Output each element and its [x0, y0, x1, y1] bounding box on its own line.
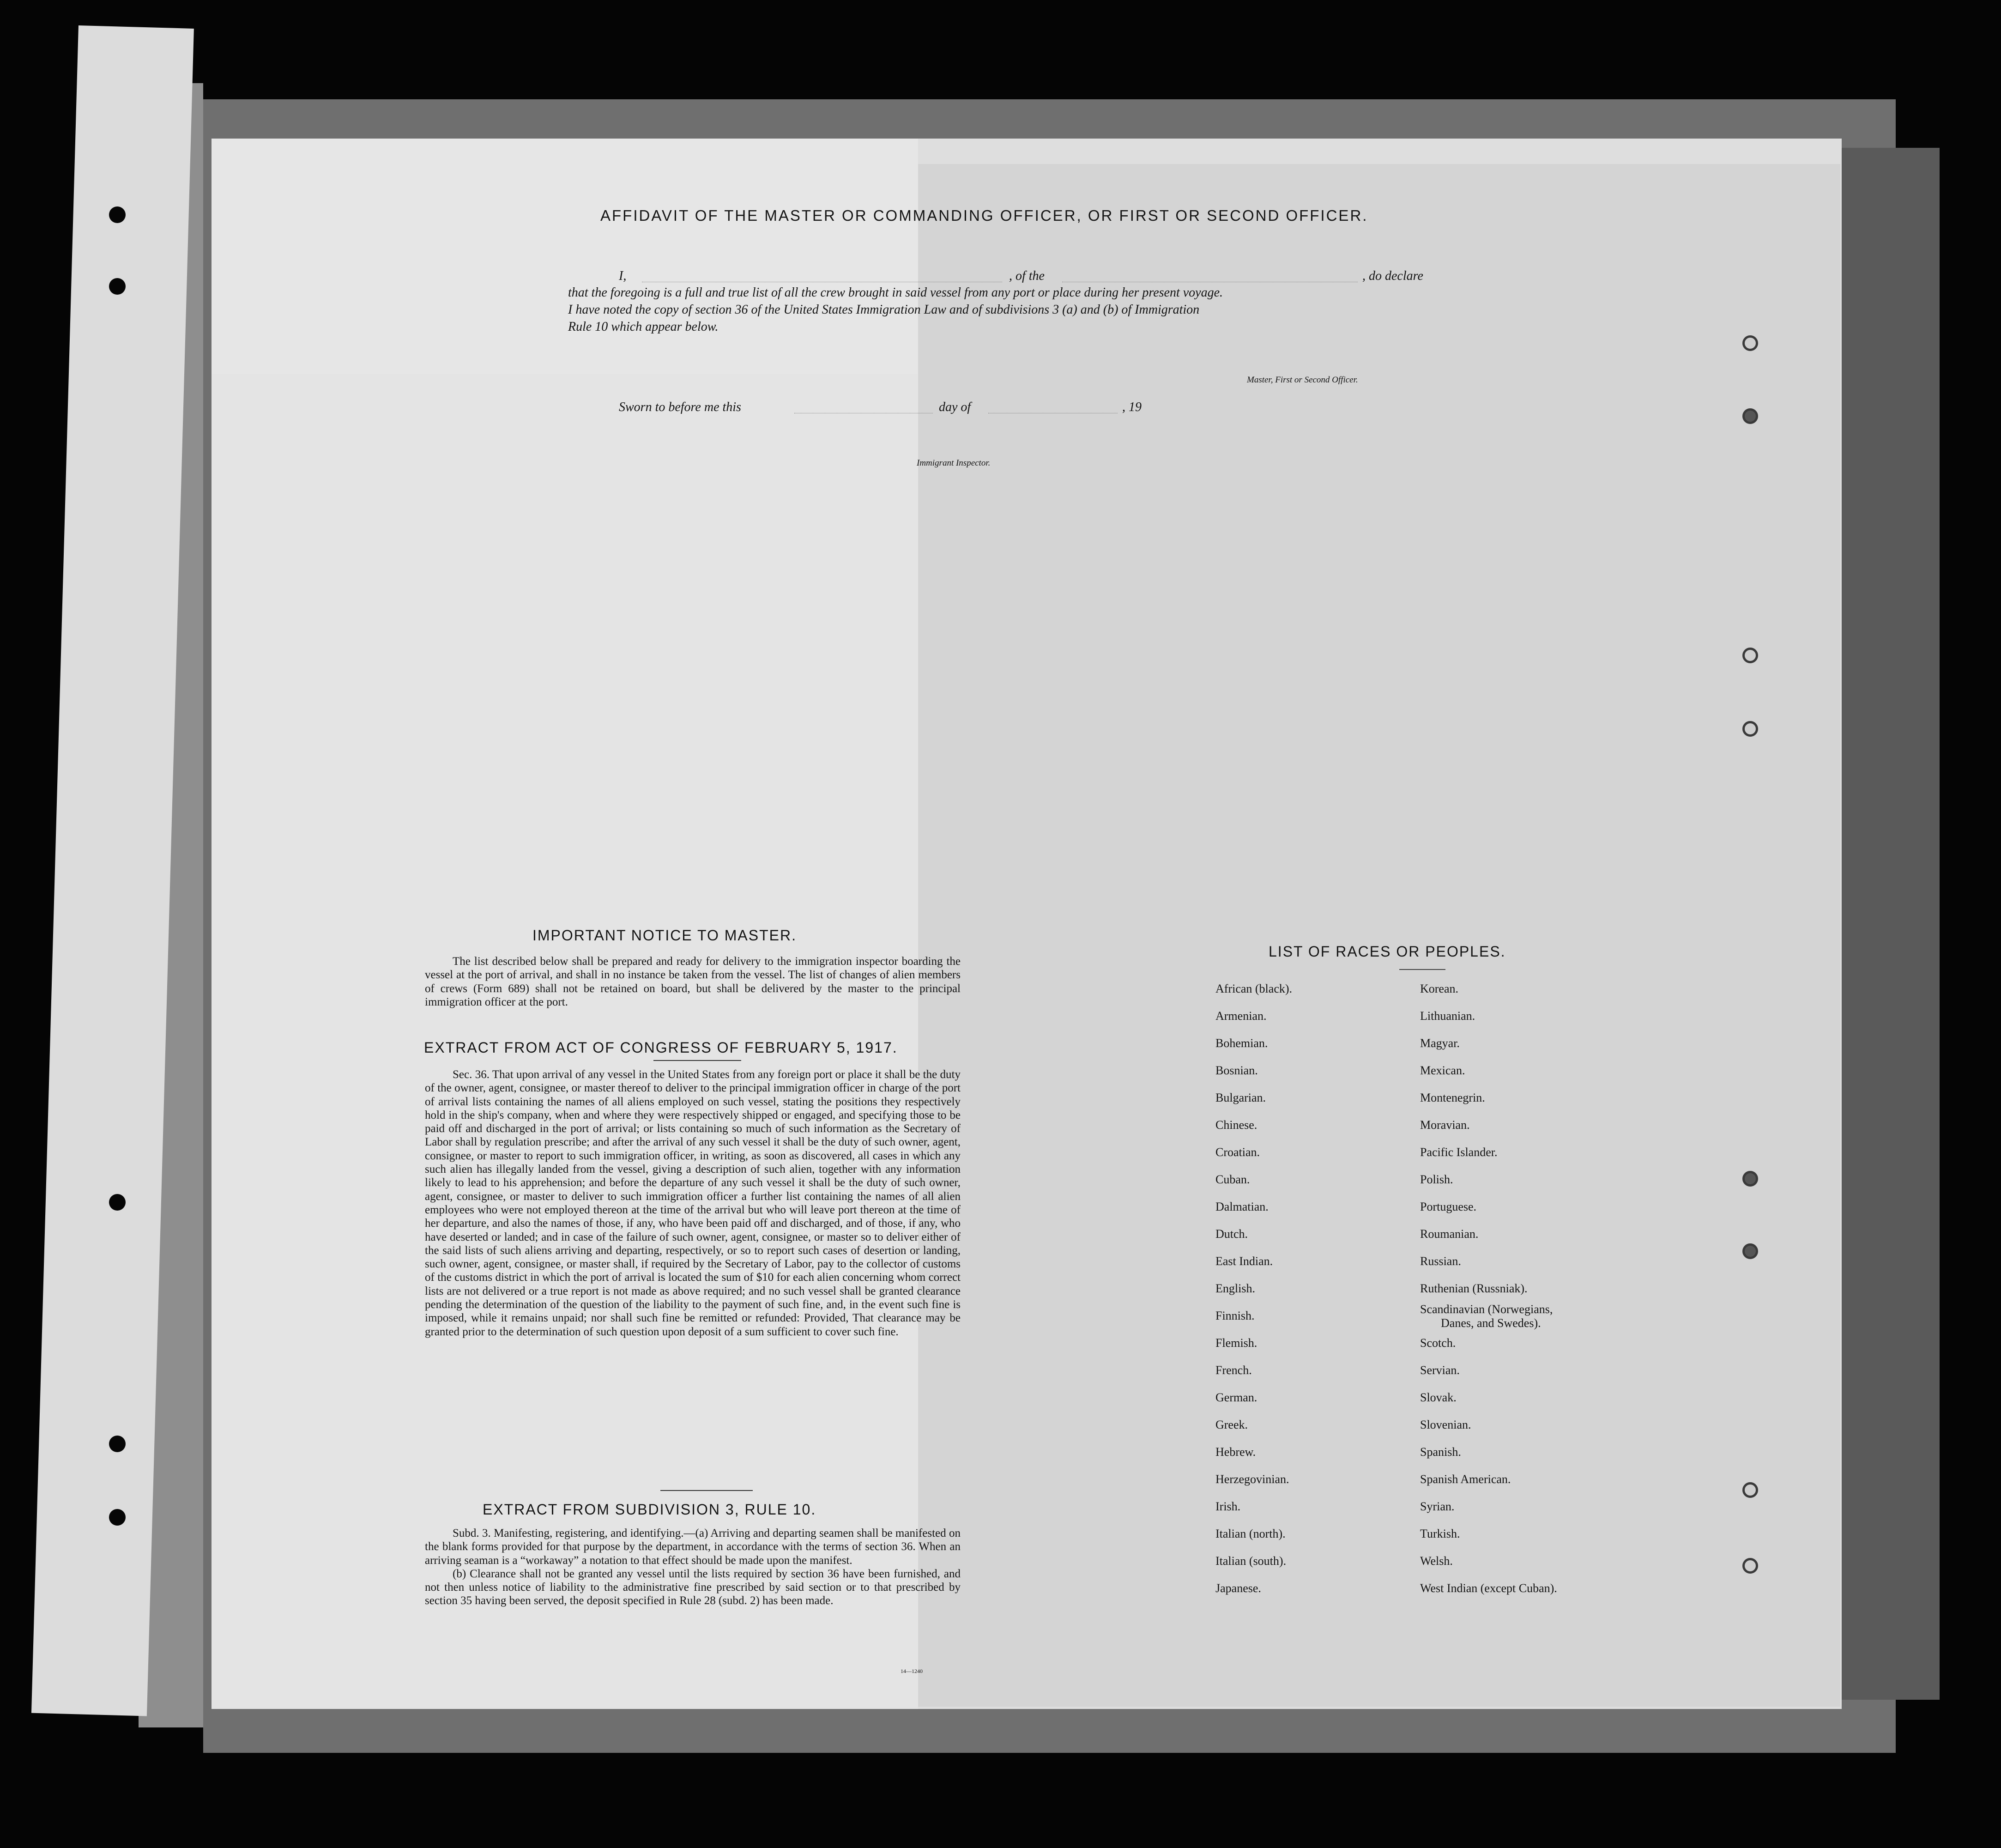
race-item: Pacific Islander.	[1420, 1145, 1498, 1159]
race-item: Mexican.	[1420, 1064, 1465, 1077]
race-item: Portuguese.	[1420, 1200, 1477, 1213]
binding-hole	[109, 1509, 126, 1526]
race-item: Flemish.	[1215, 1336, 1257, 1350]
race-item: Chinese.	[1215, 1118, 1257, 1132]
section-divider	[660, 1490, 753, 1491]
race-item: Servian.	[1420, 1363, 1460, 1377]
affidavit-line-1-of: , of the	[1009, 269, 1045, 283]
race-item: Dalmatian.	[1215, 1200, 1269, 1213]
master-signature-label: Master, First or Second Officer.	[1247, 375, 1358, 385]
binder-ring	[1742, 1171, 1758, 1187]
race-item: Bulgarian.	[1215, 1091, 1266, 1104]
race-item: Moravian.	[1420, 1118, 1470, 1132]
race-item: Italian (north).	[1215, 1527, 1286, 1540]
race-item: Greek.	[1215, 1418, 1248, 1431]
binder-ring	[1742, 335, 1758, 351]
race-item: Armenian.	[1215, 1009, 1267, 1023]
race-item: Bohemian.	[1215, 1036, 1268, 1050]
race-item: Magyar.	[1420, 1036, 1460, 1050]
race-item: Scandinavian (Norwegians,	[1420, 1303, 1553, 1316]
race-item: Ruthenian (Russniak).	[1420, 1282, 1528, 1295]
race-item: Italian (south).	[1215, 1554, 1287, 1568]
race-item: Herzegovinian.	[1215, 1472, 1289, 1486]
subdivision-3b-text: (b) Clearance shall not be granted any vessel until the lists required by section 36 have been furnished, and not then unless notice of liability to the administrative fine prescribed by said section or to that prescribed by section 35 having been served, the deposit specified in Rule 28 (subd. 2) has been made.	[425, 1567, 961, 1607]
section-36-text: Sec. 36. That upon arrival of any vessel in the United States from any foreign port or place it shall be the duty of the owner, agent, consignee, or master thereof to deliver to the principal immigration officer in charge of the port of arrival lists containing the names of all aliens employed on such vessel, stating the positions they respectively hold in the ship's company, when and where they were respectively shipped or engaged, and specifying those to be paid off and discharged in the port of arrival; or lists containing so much of such information as the Secretary of Labor shall by regulation prescribe; and after the arrival of any such vessel it shall be the duty of such owner, agent, consignee, or master to report to such immigration officer, in writing, as soon as discovered, all cases in which any such alien has illegally landed from the vessel, giving a description of such alien, together with any information likely to lead to his apprehension; and before the departure of any such vessel it shall be the duty of such owner, agent, consignee, or master to deliver to such immigration officer a further list containing the names of all alien employees who were not employed thereon at the time of the arrival but who will leave port thereon at the time of her departure, and also the names of those, if any, who have been paid off and discharged, and of those, if any, who have deserted or landed; and in case of the failure of such owner, agent, consignee, or master so to deliver either of the said lists of such aliens arriving and departing, respectively, or so to report such cases of desertion or landing, such owner, agent, consignee, or master shall, if required by the Secretary of Labor, pay to the collector of customs of the customs district in which the port of arrival is located the sum of $10 for each alien concerning whom correct lists are not delivered or a true report is not made as above required; and no such vessel shall be granted clearance pending the determination of the question of the liability to the payment of such fine, and, in the event such fine is imposed, while it remains unpaid; nor shall such fine be remitted or refunded: Provided, That clearance may be granted prior to the determination of such question upon deposit of a sum sufficient to cover such fine.	[425, 1068, 961, 1338]
race-item: West Indian (except Cuban).	[1420, 1581, 1557, 1595]
race-item: Montenegrin.	[1420, 1091, 1485, 1104]
race-item-continued: Danes, and Swedes).	[1441, 1316, 1541, 1330]
race-item: Bosnian.	[1215, 1064, 1258, 1077]
extract-act-title: EXTRACT FROM ACT OF CONGRESS OF FEBRUARY 5, 1917.	[424, 1039, 898, 1056]
title-underline	[653, 1060, 741, 1061]
binder-ring	[1742, 648, 1758, 663]
binder-ring	[1742, 408, 1758, 424]
binding-hole	[109, 1194, 126, 1211]
race-item: Spanish.	[1420, 1445, 1461, 1459]
race-item: Finnish.	[1215, 1309, 1255, 1322]
page-sheet-top	[212, 139, 918, 374]
race-item: Turkish.	[1420, 1527, 1460, 1540]
affidavit-line-1-start: I,	[619, 269, 627, 283]
races-title: LIST OF RACES OR PEOPLES.	[1269, 943, 1506, 960]
affidavit-line-2: that the foregoing is a full and true list of all the crew brought in said vessel from any port or place during her present voyage.	[568, 285, 1223, 300]
day-of-label: day of	[939, 400, 971, 414]
binder-ring	[1742, 1243, 1758, 1259]
race-item: Lithuanian.	[1420, 1009, 1475, 1023]
page-sheet-right	[917, 164, 1840, 1707]
race-item: Korean.	[1420, 982, 1459, 995]
race-item: Syrian.	[1420, 1500, 1455, 1513]
subdivision-3-text	[425, 1527, 961, 1608]
notice-body: The list described below shall be prepared and ready for delivery to the immigration inspector boarding the vessel at the port of arrival, and shall in no instance be taken from the vessel. The list of changes of alien members of crews (Form 689) shall not be retained on board, but shall be delivered by the master to the principal immigration officer at the port.	[425, 955, 961, 1008]
binding-hole	[109, 278, 126, 295]
race-item: Slovenian.	[1420, 1418, 1471, 1431]
race-item: English.	[1215, 1282, 1255, 1295]
binding-hole	[109, 1436, 126, 1452]
race-item: Slovak.	[1420, 1391, 1457, 1404]
race-item: Roumanian.	[1420, 1227, 1479, 1241]
race-item: Spanish American.	[1420, 1472, 1511, 1486]
inspector-signature-label: Immigrant Inspector.	[917, 458, 991, 468]
race-item: French.	[1215, 1363, 1252, 1377]
extract-rule-title: EXTRACT FROM SUBDIVISION 3, RULE 10.	[483, 1501, 816, 1518]
race-item: African (black).	[1215, 982, 1293, 995]
title-underline	[1399, 969, 1445, 970]
race-item: Japanese.	[1215, 1581, 1261, 1595]
race-item: Hebrew.	[1215, 1445, 1256, 1459]
race-item: Croatian.	[1215, 1145, 1260, 1159]
race-item: Dutch.	[1215, 1227, 1248, 1241]
sworn-label: Sworn to before me this	[619, 400, 741, 414]
affidavit-title: AFFIDAVIT OF THE MASTER OR COMMANDING OFFICER, OR FIRST OR SECOND OFFICER.	[600, 207, 1368, 224]
notice-title: IMPORTANT NOTICE TO MASTER.	[532, 927, 797, 944]
form-number: 14—1240	[901, 1668, 923, 1674]
affidavit-line-3: I have noted the copy of section 36 of the United States Immigration Law and of subdivisions 3 (a) and (b) of Immigration	[568, 303, 1200, 317]
binder-ring	[1742, 1558, 1758, 1574]
race-item: Cuban.	[1215, 1173, 1250, 1186]
race-item: German.	[1215, 1391, 1257, 1404]
affidavit-line-1-end: , do declare	[1362, 269, 1423, 283]
race-item: East Indian.	[1215, 1254, 1273, 1268]
year-label: , 19	[1122, 400, 1142, 414]
race-item: Welsh.	[1420, 1554, 1453, 1568]
race-item: Russian.	[1420, 1254, 1461, 1268]
binder-ring	[1742, 721, 1758, 737]
subdivision-3a-text: Subd. 3. Manifesting, registering, and identifying.—(a) Arriving and departing seamen shall be manifested on the blank forms provided for that purpose by the department, in accordance with the terms of section 36. When an arriving seaman is a “workaway” a notation to that effect should be made upon the manifest.	[425, 1527, 961, 1567]
race-item: Polish.	[1420, 1173, 1453, 1186]
binder-ring	[1742, 1482, 1758, 1498]
affidavit-line-4: Rule 10 which appear below.	[568, 320, 719, 334]
race-item: Irish.	[1215, 1500, 1241, 1513]
race-item: Scotch.	[1420, 1336, 1456, 1350]
binding-hole	[109, 206, 126, 223]
